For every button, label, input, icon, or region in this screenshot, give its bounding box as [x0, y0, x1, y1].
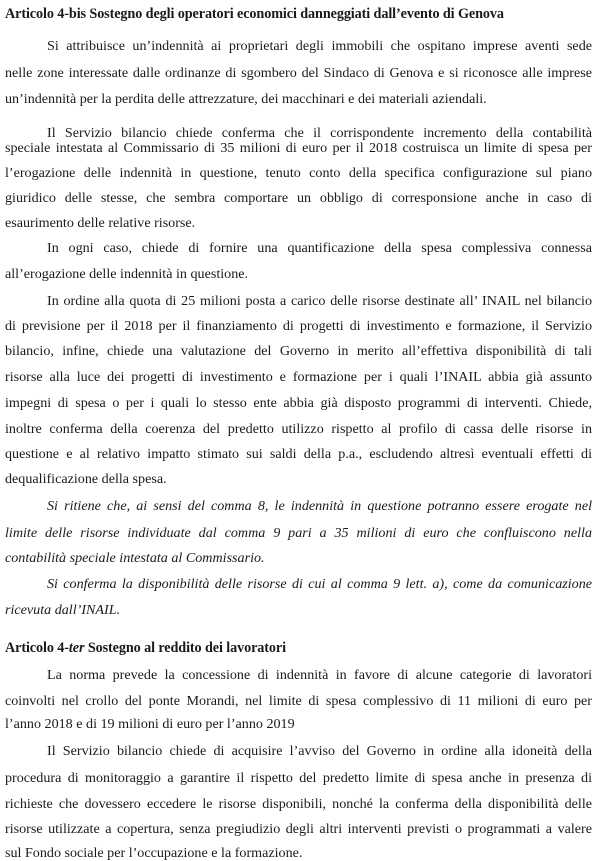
paragraph-line: l’erogazione delle indennità in questione, tenuto conto della specifica configurazione sul piano: [5, 165, 592, 181]
paragraph-line: speciale intestata al Commissario di 35 milioni di euro per il 2018 costruisca un limite di spesa per: [5, 140, 592, 156]
paragraph-line: In ogni caso, chiede di fornire una quantificazione della spesa complessiva connessa: [47, 240, 592, 256]
paragraph-line: La norma prevede la concessione di indennità in favore di alcune categorie di lavoratori: [47, 667, 592, 683]
paragraph-line: di previsione per il 2018 per il finanziamento di progetti di investimento e formazione, il Servizio: [5, 318, 592, 334]
response-line: Si ritiene che, ai sensi del comma 8, le indennità in questione potranno essere erogate nel: [47, 498, 592, 514]
paragraph-line: procedura di monitoraggio a garantire il rispetto del predetto limite di spesa anche in presenza di: [5, 770, 592, 786]
response-line: contabilità speciale intestata al Commissario.: [5, 550, 265, 566]
paragraph-line: esaurimento delle relative risorse.: [5, 215, 196, 231]
paragraph-line: sul Fondo sociale per l’occupazione e la formazione.: [5, 845, 303, 861]
article-4bis-heading: Articolo 4-bis Sostegno degli operatori economici danneggiati dall’evento di Genova: [5, 6, 504, 22]
response-line: ricevuta dall’INAIL.: [5, 602, 121, 618]
paragraph-line: risorse alla luce dei progetti di investimento e formazione per i quali l’INAIL abbia già assunto: [5, 369, 592, 385]
paragraph-line: l’anno 2018 e di 19 milioni di euro per l’anno 2019: [5, 716, 295, 732]
paragraph-line: inoltre conferma della coerenza del predetto utilizzo rispetto al profilo di cassa delle risorse in: [5, 421, 592, 437]
paragraph-line: coinvolti nel crollo del ponte Morandi, nel limite di spesa complessivo di 11 milioni di euro per: [5, 693, 592, 709]
paragraph-line: Si attribuisce un’indennità ai proprietari degli immobili che ospitano imprese aventi sede: [47, 38, 592, 54]
paragraph-line: all’erogazione delle indennità in questione.: [5, 266, 249, 282]
paragraph-line: dequalificazione della spesa.: [5, 471, 167, 487]
article-4ter-heading: Articolo 4-ter Sostegno al reddito dei lavoratori: [5, 640, 286, 656]
response-line: Si conferma la disponibilità delle risorse di cui al comma 9 lett. a), come da comunicazione: [47, 576, 592, 592]
paragraph-line: giuridico delle stesse, che sembra comportare un obbligo di corresponsione anche in caso di: [5, 190, 592, 206]
paragraph-line: nelle zone interessate dalle ordinanze di sgombero del Sindaco di Genova e si riconosce alle imprese: [5, 65, 592, 81]
paragraph-line: richieste che dovessero eccedere le risorse disponibili, nonché la conferma della disponibilità delle: [5, 796, 592, 812]
paragraph-line: bilancio, infine, chiede una valutazione del Governo in merito all’effettiva disponibilità di tali: [5, 343, 592, 359]
paragraph-line: In ordine alla quota di 25 milioni posta a carico delle risorse destinate all’ INAIL nel bilancio: [47, 293, 592, 309]
paragraph-line: impegni di spesa o per i quali lo stesso ente abbia già disposto programmi di interventi. Chiede,: [5, 395, 592, 411]
paragraph-line: risorse utilizzate a copertura, senza pregiudizio degli altri interventi previsti o programmati a valere: [5, 821, 592, 837]
paragraph-line: questione e al relativo impatto stimato sui saldi della p.a., escludendo altresì eventuali effetti di: [5, 446, 592, 462]
response-line: limite delle risorse individuate dal comma 9 pari a 35 milioni di euro che confluiscono nella: [5, 525, 592, 541]
paragraph-line: un’indennità per la perdita delle attrezzature, dei macchinari e dei materiali aziendali.: [5, 91, 487, 107]
paragraph-line: Il Servizio bilancio chiede di acquisire l’avviso del Governo in ordine alla idoneità della: [47, 743, 592, 759]
paragraph-line: Il Servizio bilancio chiede conferma che il corrispondente incremento della contabilità: [47, 125, 592, 141]
